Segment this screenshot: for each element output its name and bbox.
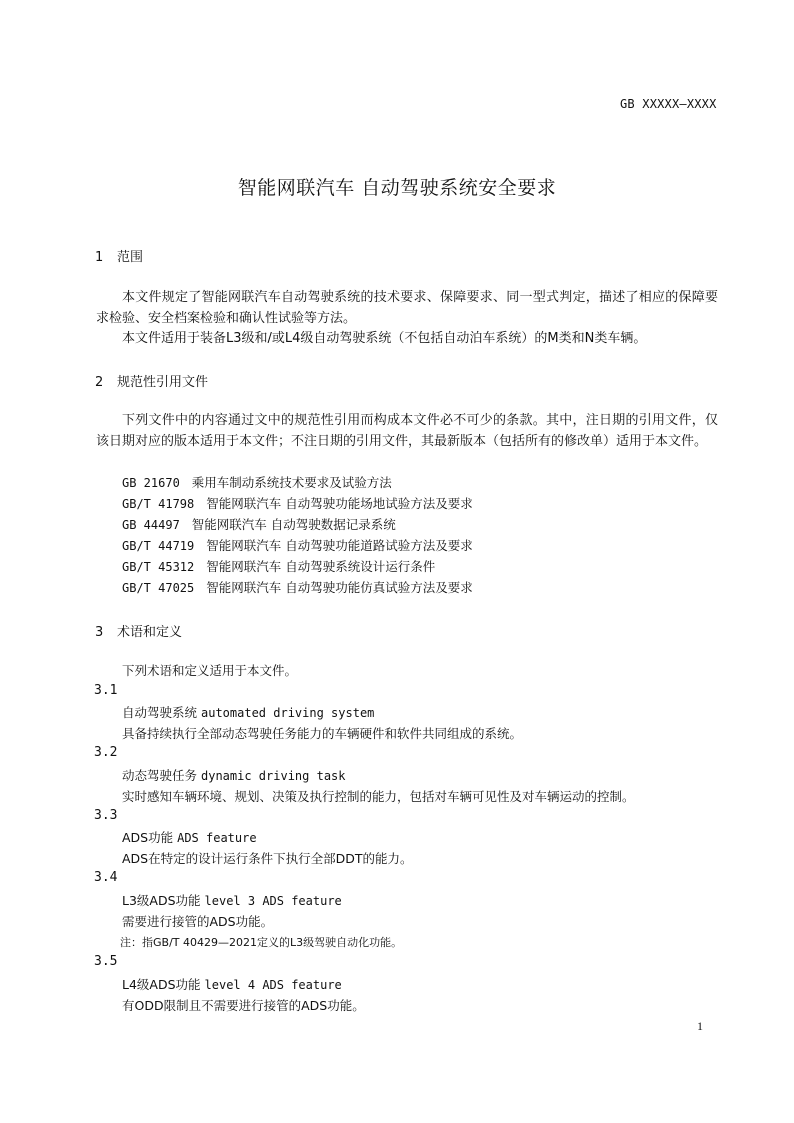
reference-code: GB 21670 bbox=[122, 476, 180, 490]
term-number: 3.4 bbox=[94, 870, 118, 885]
section-number: 3 bbox=[95, 625, 104, 640]
term-name bbox=[122, 975, 342, 993]
reference-code: GB 44497 bbox=[122, 518, 180, 532]
term-note: 注：指GB/T 40429—2021定义的L3级驾驶自动化功能。 bbox=[120, 936, 403, 949]
scope-paragraph-2: 本文件适用于装备L3级和/或L4级自动驾驶系统（不包括自动泊车系统）的M类和N类车辆。 bbox=[122, 331, 647, 346]
reference-title: 智能网联汽车 自动驾驶数据记录系统 bbox=[191, 517, 396, 532]
term-en: ADS feature bbox=[177, 831, 257, 845]
reference-title: 智能网联汽车 自动驾驶功能道路试验方法及要求 bbox=[206, 538, 473, 553]
term-zh: 动态驾驶任务 bbox=[122, 768, 198, 783]
term-zh: 自动驾驶系统 bbox=[122, 705, 198, 720]
term-name bbox=[122, 828, 257, 846]
term-en: dynamic driving task bbox=[201, 769, 346, 783]
page-number: 1 bbox=[697, 1019, 703, 1033]
reference-title: 智能网联汽车 自动驾驶系统设计运行条件 bbox=[206, 559, 436, 574]
section-1-heading bbox=[95, 246, 143, 265]
term-en: automated driving system bbox=[201, 706, 375, 720]
term-number: 3.5 bbox=[94, 954, 118, 969]
reference-item bbox=[122, 536, 473, 554]
term-zh: L3级ADS功能 bbox=[122, 893, 201, 908]
term-zh: L4级ADS功能 bbox=[122, 977, 201, 992]
term-number: 3.2 bbox=[94, 745, 118, 760]
term-name bbox=[122, 703, 374, 721]
standard-code: GB XXXXX—XXXX bbox=[620, 97, 717, 111]
reference-item bbox=[122, 515, 396, 533]
reference-code: GB/T 44719 bbox=[122, 539, 195, 553]
reference-title: 乘用车制动系统技术要求及试验方法 bbox=[191, 475, 392, 490]
term-number: 3.1 bbox=[94, 683, 118, 698]
term-name bbox=[122, 766, 346, 784]
term-name bbox=[122, 891, 342, 909]
reference-title: 智能网联汽车 自动驾驶功能仿真试验方法及要求 bbox=[206, 580, 473, 595]
term-definition: ADS在特定的设计运行条件下执行全部DDT的能力。 bbox=[122, 851, 413, 866]
references-intro: 下列文件中的内容通过文中的规范性引用而构成本文件必不可少的条款。其中，注日期的引用文件，仅该日期对应的版本适用于本文件；不注日期的引用文件，其最新版本（包括所有的修改单）适用于本文件。 bbox=[96, 413, 718, 449]
section-2-heading bbox=[95, 371, 208, 390]
term-definition: 实时感知车辆环境、规划、决策及执行控制的能力，包括对车辆可见性及对车辆运动的控制。 bbox=[122, 789, 635, 804]
reference-item bbox=[122, 473, 392, 491]
scope-paragraph-1: 本文件规定了智能网联汽车自动驾驶系统的技术要求、保障要求、同一型式判定，描述了相应的保障要求检验、安全档案检验和确认性试验等方法。 bbox=[96, 290, 718, 326]
document-title: 智能网联汽车 自动驾驶系统安全要求 bbox=[237, 177, 557, 199]
reference-item bbox=[122, 494, 473, 512]
term-definition: 需要进行接管的ADS功能。 bbox=[122, 914, 274, 929]
term-en: level 3 ADS feature bbox=[204, 894, 342, 908]
reference-title: 智能网联汽车 自动驾驶功能场地试验方法及要求 bbox=[206, 496, 473, 511]
reference-code: GB/T 45312 bbox=[122, 560, 195, 574]
section-title: 规范性引用文件 bbox=[117, 375, 209, 390]
section-title: 术语和定义 bbox=[117, 625, 183, 640]
reference-item bbox=[122, 578, 473, 596]
section-number: 2 bbox=[95, 375, 104, 390]
reference-item bbox=[122, 557, 435, 575]
section-number: 1 bbox=[95, 250, 104, 265]
term-en: level 4 ADS feature bbox=[204, 978, 342, 992]
term-number: 3.3 bbox=[94, 808, 118, 823]
section-3-heading bbox=[95, 621, 182, 640]
reference-code: GB/T 47025 bbox=[122, 581, 195, 595]
term-definition: 有ODD限制且不需要进行接管的ADS功能。 bbox=[122, 998, 365, 1013]
reference-code: GB/T 41798 bbox=[122, 497, 195, 511]
section-title: 范围 bbox=[117, 250, 144, 265]
term-definition: 具备持续执行全部动态驾驶任务能力的车辆硬件和软件共同组成的系统。 bbox=[122, 726, 523, 741]
term-zh: ADS功能 bbox=[122, 830, 174, 845]
terms-intro: 下列术语和定义适用于本文件。 bbox=[122, 663, 298, 678]
